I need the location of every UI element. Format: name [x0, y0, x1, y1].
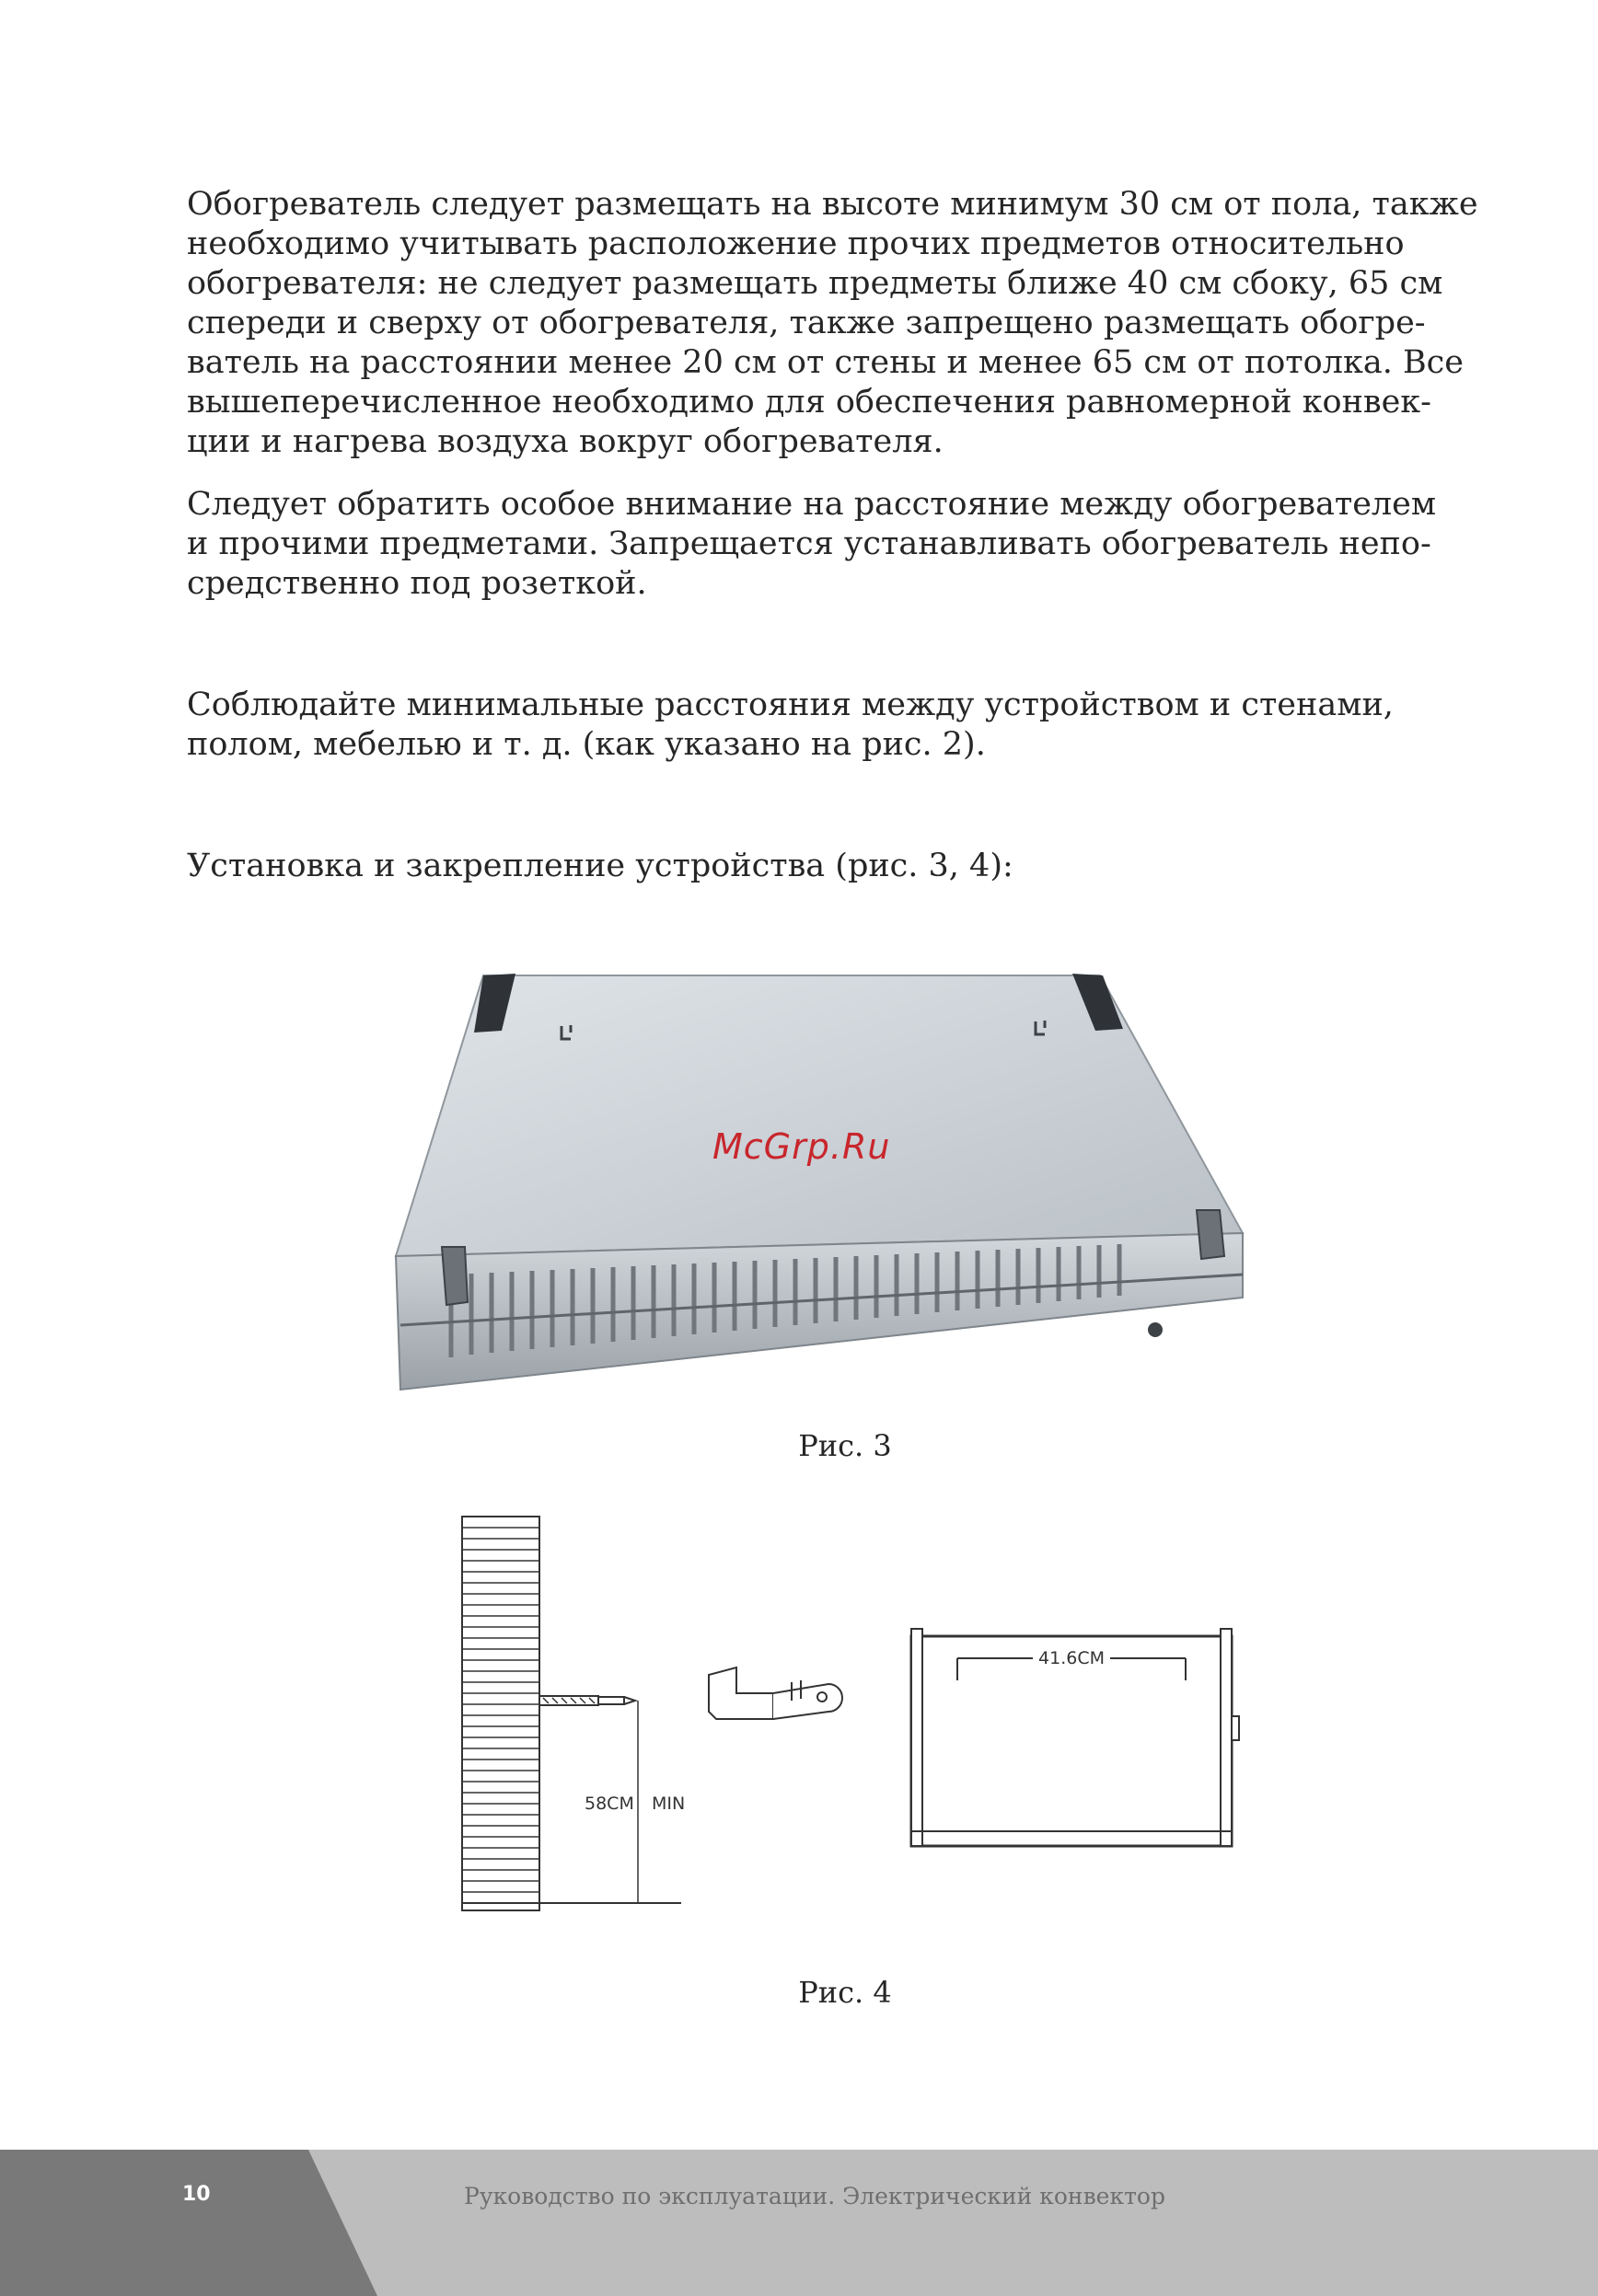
- text-line: Установка и закрепление устройства (рис. 3, 4):: [187, 848, 1013, 884]
- text-line: полом, мебелью и т. д. (как указано на рис. 2).: [187, 726, 986, 763]
- text-line: вышеперечисленное необходимо для обеспечения равномерной конвек-: [187, 384, 1432, 421]
- text-line: Обогреватель следует размещать на высоте минимум 30 см от пола, также: [187, 186, 1478, 223]
- page-footer: [0, 2150, 1598, 2296]
- figure-4-mounting-diagram: [451, 1509, 1261, 1914]
- watermark: McGrp.Ru: [712, 1126, 891, 1167]
- figure-3-convector-photo: [387, 929, 1270, 1408]
- text-line: ватель на расстоянии менее 20 см от стены и менее 65 см от потолка. Все: [187, 344, 1464, 381]
- brick-wall: [462, 1517, 539, 1910]
- text-line: средственно под розеткой.: [187, 565, 647, 602]
- text-line: необходимо учитывать расположение прочих предметов относительно: [187, 225, 1405, 262]
- height-label: 58CM: [585, 1794, 634, 1814]
- width-label: 41.6CM: [1038, 1648, 1105, 1668]
- footer-tab-shape: [0, 2150, 377, 2296]
- footer-page-tab: [0, 2150, 377, 2296]
- text-line: спереди и сверху от обогревателя, также запрещено размещать обогре-: [187, 305, 1426, 341]
- text-line: ции и нагрева воздуха вокруг обогревателя.: [187, 423, 944, 460]
- figure-4-caption: Рис. 4: [798, 1975, 892, 2010]
- text-line: и прочими предметами. Запрещается устанавливать обогреватель непо-: [187, 525, 1431, 562]
- paragraph-installation-heading: [187, 847, 1476, 886]
- figure-3-caption: Рис. 3: [798, 1428, 892, 1463]
- paragraph-minimum-distances: [187, 686, 1476, 765]
- min-label: MIN: [652, 1794, 686, 1814]
- text-line: Соблюдайте минимальные расстояния между устройством и стенами,: [187, 686, 1394, 723]
- page-number: 10: [182, 2183, 211, 2206]
- paragraph-placement-rules: [187, 185, 1476, 462]
- text-line: обогревателя: не следует размещать предметы ближе 40 см сбоку, 65 см: [187, 265, 1443, 302]
- paragraph-distance-warning: [187, 485, 1476, 604]
- footer-title: Руководство по эксплуатации. Электрический конвектор: [464, 2183, 1165, 2209]
- text-line: Следует обратить особое внимание на расстояние между обогревателем: [187, 486, 1437, 523]
